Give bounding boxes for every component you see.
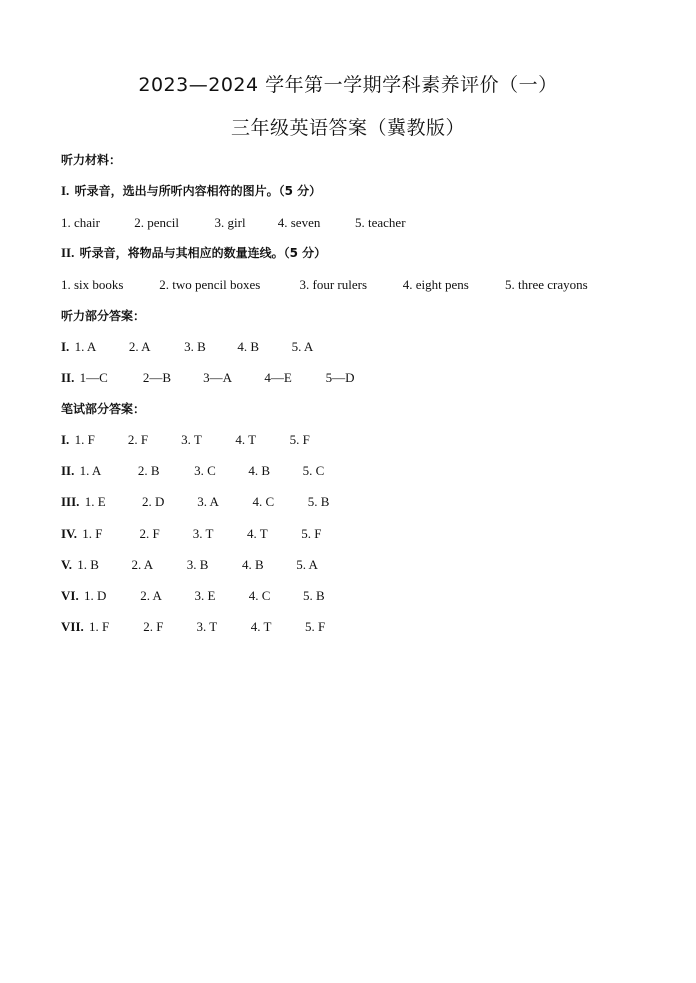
- section-label: II.: [61, 245, 75, 260]
- list-item: 1. chair: [61, 215, 100, 230]
- row-label: VI.: [61, 588, 79, 603]
- listening-section-1-items: [61, 214, 681, 232]
- answer-item: 2. B: [137, 463, 160, 478]
- answer-item: 1. D: [83, 588, 107, 603]
- answer-row: [61, 369, 681, 387]
- list-item: 1. six books: [61, 277, 124, 292]
- answer-item: 5—D: [325, 370, 355, 385]
- list-item: 4. seven: [277, 215, 321, 230]
- written-answers-heading: 笔试部分答案：: [61, 402, 146, 416]
- section-instruction: 听录音，将物品与其相应的数量连线。（5 分）: [79, 246, 327, 260]
- answer-row: [61, 493, 681, 511]
- row-label: III.: [61, 494, 80, 509]
- answer-item: 4. T: [247, 526, 268, 541]
- answer-item: 4. B: [241, 557, 264, 572]
- answer-item: 2—B: [142, 370, 172, 385]
- list-item: 2. pencil: [134, 215, 180, 230]
- answer-item: 1. E: [84, 494, 106, 509]
- listening-section-2-items: [61, 276, 681, 294]
- answer-item: 2. F: [127, 432, 149, 447]
- answer-item: 3. T: [192, 526, 214, 541]
- list-item: 5. teacher: [355, 215, 406, 230]
- row-label: II.: [61, 370, 75, 385]
- answer-item: 5. B: [307, 494, 330, 509]
- answer-item: 4. T: [235, 432, 257, 447]
- page-subtitle: 三年级英语答案（冀教版）: [230, 117, 465, 139]
- answer-item: 5. B: [302, 588, 325, 603]
- answer-row: [61, 431, 681, 449]
- answer-item: 2. A: [128, 339, 151, 354]
- answer-item: 5. F: [301, 526, 322, 541]
- answer-item: 5. F: [289, 432, 310, 447]
- row-label: I.: [61, 432, 70, 447]
- list-item: 3. girl: [214, 215, 246, 230]
- row-label: II.: [61, 463, 75, 478]
- listening-section-1-instruction: [61, 182, 681, 200]
- answer-item: 2. A: [140, 588, 162, 603]
- answer-item: 5. F: [305, 619, 326, 634]
- answer-item: 3. C: [194, 463, 216, 478]
- answer-row: [61, 587, 681, 605]
- row-label: I.: [61, 339, 70, 354]
- answer-item: 5. A: [296, 557, 318, 572]
- answer-row: [61, 556, 681, 574]
- list-item: 5. three crayons: [505, 277, 588, 292]
- answer-item: 1. A: [74, 339, 97, 354]
- answer-item: 3. A: [197, 494, 219, 509]
- answer-item: 4—E: [264, 370, 292, 385]
- answer-item: 1. B: [77, 557, 99, 572]
- answer-item: 4. C: [248, 588, 271, 603]
- answer-item: 3. B: [186, 557, 209, 572]
- answer-item: 3. T: [196, 619, 218, 634]
- answer-item: 3. B: [184, 339, 206, 354]
- answer-item: 2. A: [131, 557, 154, 572]
- listening-material-heading: 听力材料：: [61, 153, 122, 167]
- answer-item: 4. B: [237, 339, 259, 354]
- answer-item: 1. F: [74, 432, 95, 447]
- answer-item: 3. E: [194, 588, 216, 603]
- section-instruction: 听录音，选出与所听内容相符的图片。（5 分）: [74, 184, 322, 198]
- listening-answers-heading: 听力部分答案：: [61, 309, 146, 323]
- answer-item: 2. D: [141, 494, 165, 509]
- answer-item: 3. T: [181, 432, 202, 447]
- answer-item: 3—A: [203, 370, 233, 385]
- row-label: V.: [61, 557, 72, 572]
- answer-item: 5. A: [291, 339, 314, 354]
- answer-row: [61, 338, 681, 356]
- answer-item: 4. C: [252, 494, 275, 509]
- list-item: 2. two pencil boxes: [159, 277, 261, 292]
- answer-item: 2. F: [143, 619, 164, 634]
- answer-row: [61, 525, 681, 543]
- section-label: I.: [61, 183, 70, 198]
- answer-row: [61, 462, 681, 480]
- list-item: 4. eight pens: [402, 277, 469, 292]
- list-item: 3. four rulers: [299, 277, 368, 292]
- listening-section-2-instruction: [61, 244, 681, 262]
- answer-item: 1. F: [82, 526, 103, 541]
- answer-item: 4. B: [248, 463, 271, 478]
- row-label: VII.: [61, 619, 84, 634]
- page-title: 2023—2024 学年第一学期学科素养评价（一）: [138, 74, 558, 96]
- answer-item: 4. T: [250, 619, 272, 634]
- row-label: IV.: [61, 526, 78, 541]
- answer-item: 5. C: [302, 463, 325, 478]
- answer-item: 1—C: [79, 370, 108, 385]
- answer-item: 1. A: [79, 463, 102, 478]
- answer-row: [61, 618, 681, 636]
- answer-item: 2. F: [139, 526, 160, 541]
- answer-item: 1. F: [89, 619, 110, 634]
